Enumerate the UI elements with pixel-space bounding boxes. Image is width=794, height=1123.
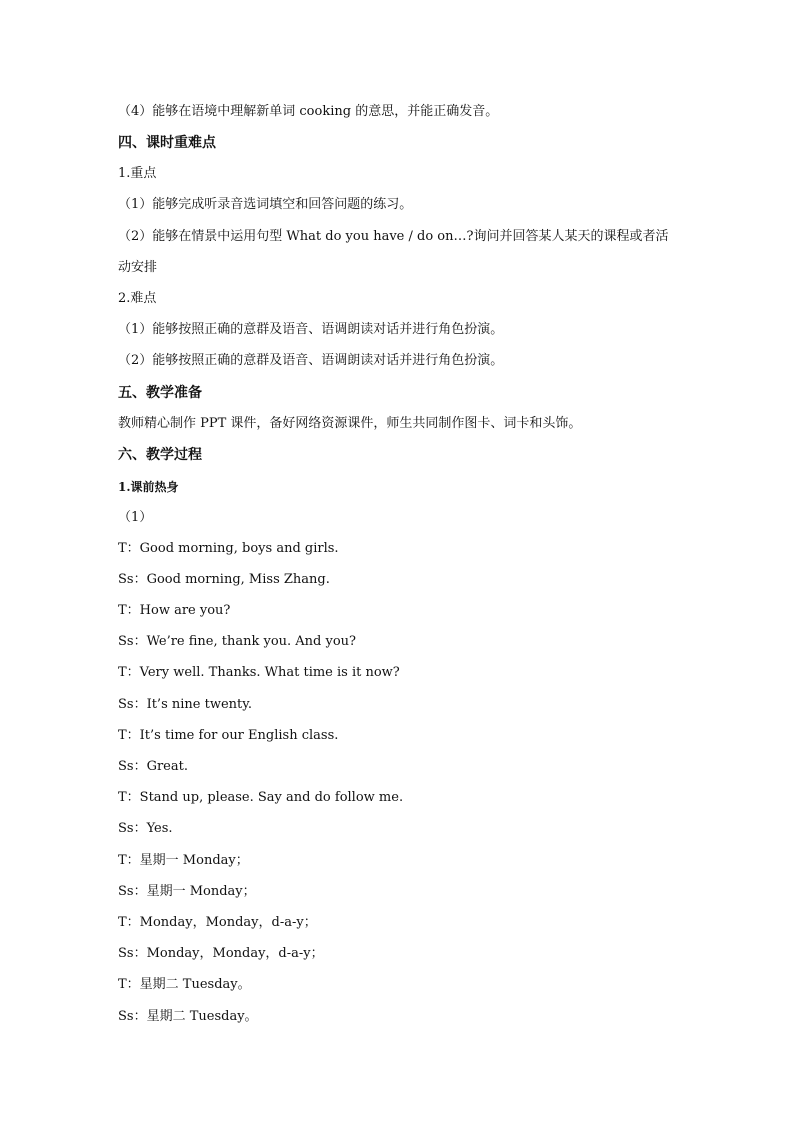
key-point-2-continuation: 动安排 [118,260,158,275]
warm-up-subheading: 1.课前热身 [118,480,179,494]
dialogue-line: T：星期二 Tuesday。 [118,977,251,992]
preparation-text: 教师精心制作 PPT 课件，备好网络资源课件，师生共同制作图卡、词卡和头饰。 [118,416,582,431]
key-points-label: 1.重点 [118,166,157,181]
section-six-heading: 六、教学过程 [118,447,202,463]
dialogue-line: Ss：星期一 Monday； [118,884,256,899]
objective-4-text: （4）能够在语境中理解新单词 cooking 的意思，并能正确发音。 [118,104,499,119]
dialogue-line: T：How are you? [118,603,231,618]
dialogue-line: T：Stand up, please. Say and do follow me. [118,790,404,805]
key-point-1: （1）能够完成听录音选词填空和回答问题的练习。 [118,197,413,212]
dialogue-line: T：Good morning, boys and girls. [118,541,339,556]
dialogue-line: T：星期一 Monday； [118,853,249,868]
dialogue-line: T：Monday，Monday，d-a-y； [118,915,317,930]
dialogue-line: T：It’s time for our English class. [118,728,339,743]
step-1-label: （1） [118,510,153,525]
difficulty-1: （1）能够按照正确的意群及语音、语调朗读对话并进行角色扮演。 [118,322,504,337]
section-four-heading: 四、课时重难点 [118,135,216,151]
dialogue-line: T：Very well. Thanks. What time is it now? [118,665,400,680]
difficulty-2: （2）能够按照正确的意群及语音、语调朗读对话并进行角色扮演。 [118,353,504,368]
dialogue-line: Ss：Good morning, Miss Zhang. [118,572,330,587]
dialogue-line: Ss：星期二 Tuesday。 [118,1009,258,1024]
dialogue-line: Ss：It’s nine twenty. [118,697,252,712]
dialogue-line: Ss：Monday，Monday，d-a-y； [118,946,324,961]
section-five-heading: 五、教学准备 [118,385,202,401]
key-point-2: （2）能够在情景中运用句型 What do you have / do on…?询问并回答某人某天的课程或者活 [118,229,669,244]
difficulties-label: 2.难点 [118,291,157,306]
dialogue-line: Ss：We’re fine, thank you. And you? [118,634,357,649]
dialogue-line: Ss：Great. [118,759,188,774]
dialogue-line: Ss：Yes. [118,821,173,836]
